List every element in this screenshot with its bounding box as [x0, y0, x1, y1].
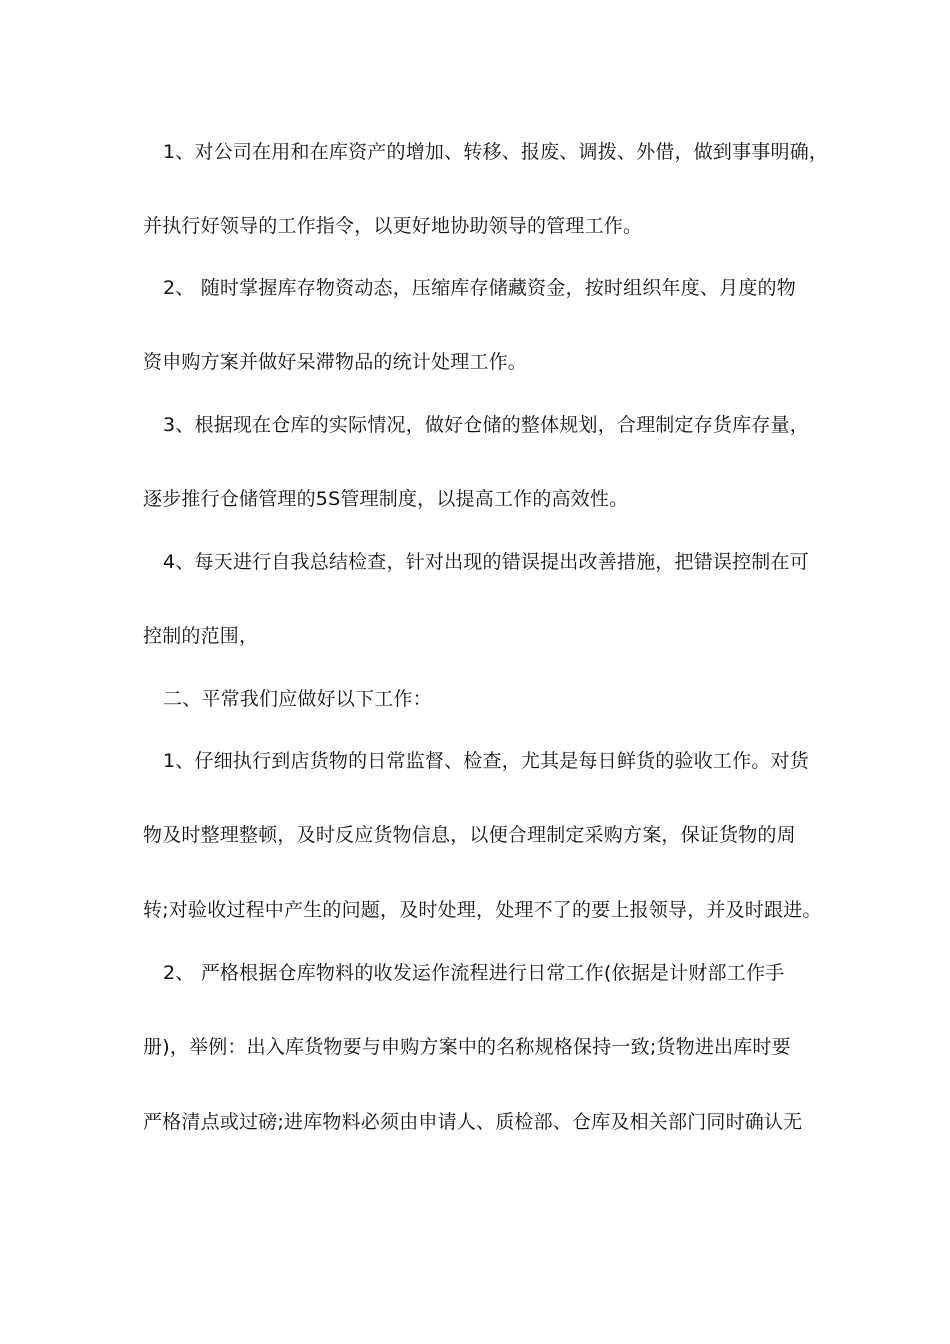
- paragraph-line: 资申购方案并做好呆滞物品的统计处理工作。: [143, 351, 528, 373]
- paragraph-line: 1、对公司在用和在库资产的增加、转移、报废、调拨、外借，做到事事明确，: [163, 141, 829, 163]
- paragraph-line: 物及时整理整顿，及时反应货物信息，以便合理制定采购方案，保证货物的周: [143, 824, 796, 846]
- paragraph-line: 转;对验收过程中产生的问题，及时处理，处理不了的要上报领导，并及时跟进。: [143, 899, 822, 921]
- paragraph-line: 并执行好领导的工作指令，以更好地协助领导的管理工作。: [143, 215, 643, 237]
- paragraph-line: 严格清点或过磅;进库物料必须由申请人、质检部、仓库及相关部门同时确认无: [143, 1111, 803, 1133]
- paragraph-line: 2、 严格根据仓库物料的收发运作流程进行日常工作(依据是计财部工作手: [163, 962, 785, 984]
- paragraph-line: 1、仔细执行到店货物的日常监督、检查，尤其是每日鲜货的验收工作。对货: [163, 750, 809, 772]
- paragraph-line: 2、 随时掌握库存物资动态，压缩库存储藏资金，按时组织年度、月度的物: [163, 277, 796, 299]
- paragraph-line: 3、根据现在仓库的实际情况，做好仓储的整体规划，合理制定存货库存量，: [163, 414, 809, 436]
- paragraph-line: 控制的范围，: [143, 625, 259, 647]
- paragraph-line: 4、每天进行自我总结检查，针对出现的错误提出改善措施，把错误控制在可: [163, 551, 809, 573]
- paragraph-line: 册)，举例：出入库货物要与申购方案中的名称规格保持一致;货物进出库时要: [143, 1036, 791, 1058]
- section-heading: 二、平常我们应做好以下工作：: [163, 688, 432, 710]
- paragraph-line: 逐步推行仓储管理的5S管理制度，以提高工作的高效性。: [143, 488, 629, 510]
